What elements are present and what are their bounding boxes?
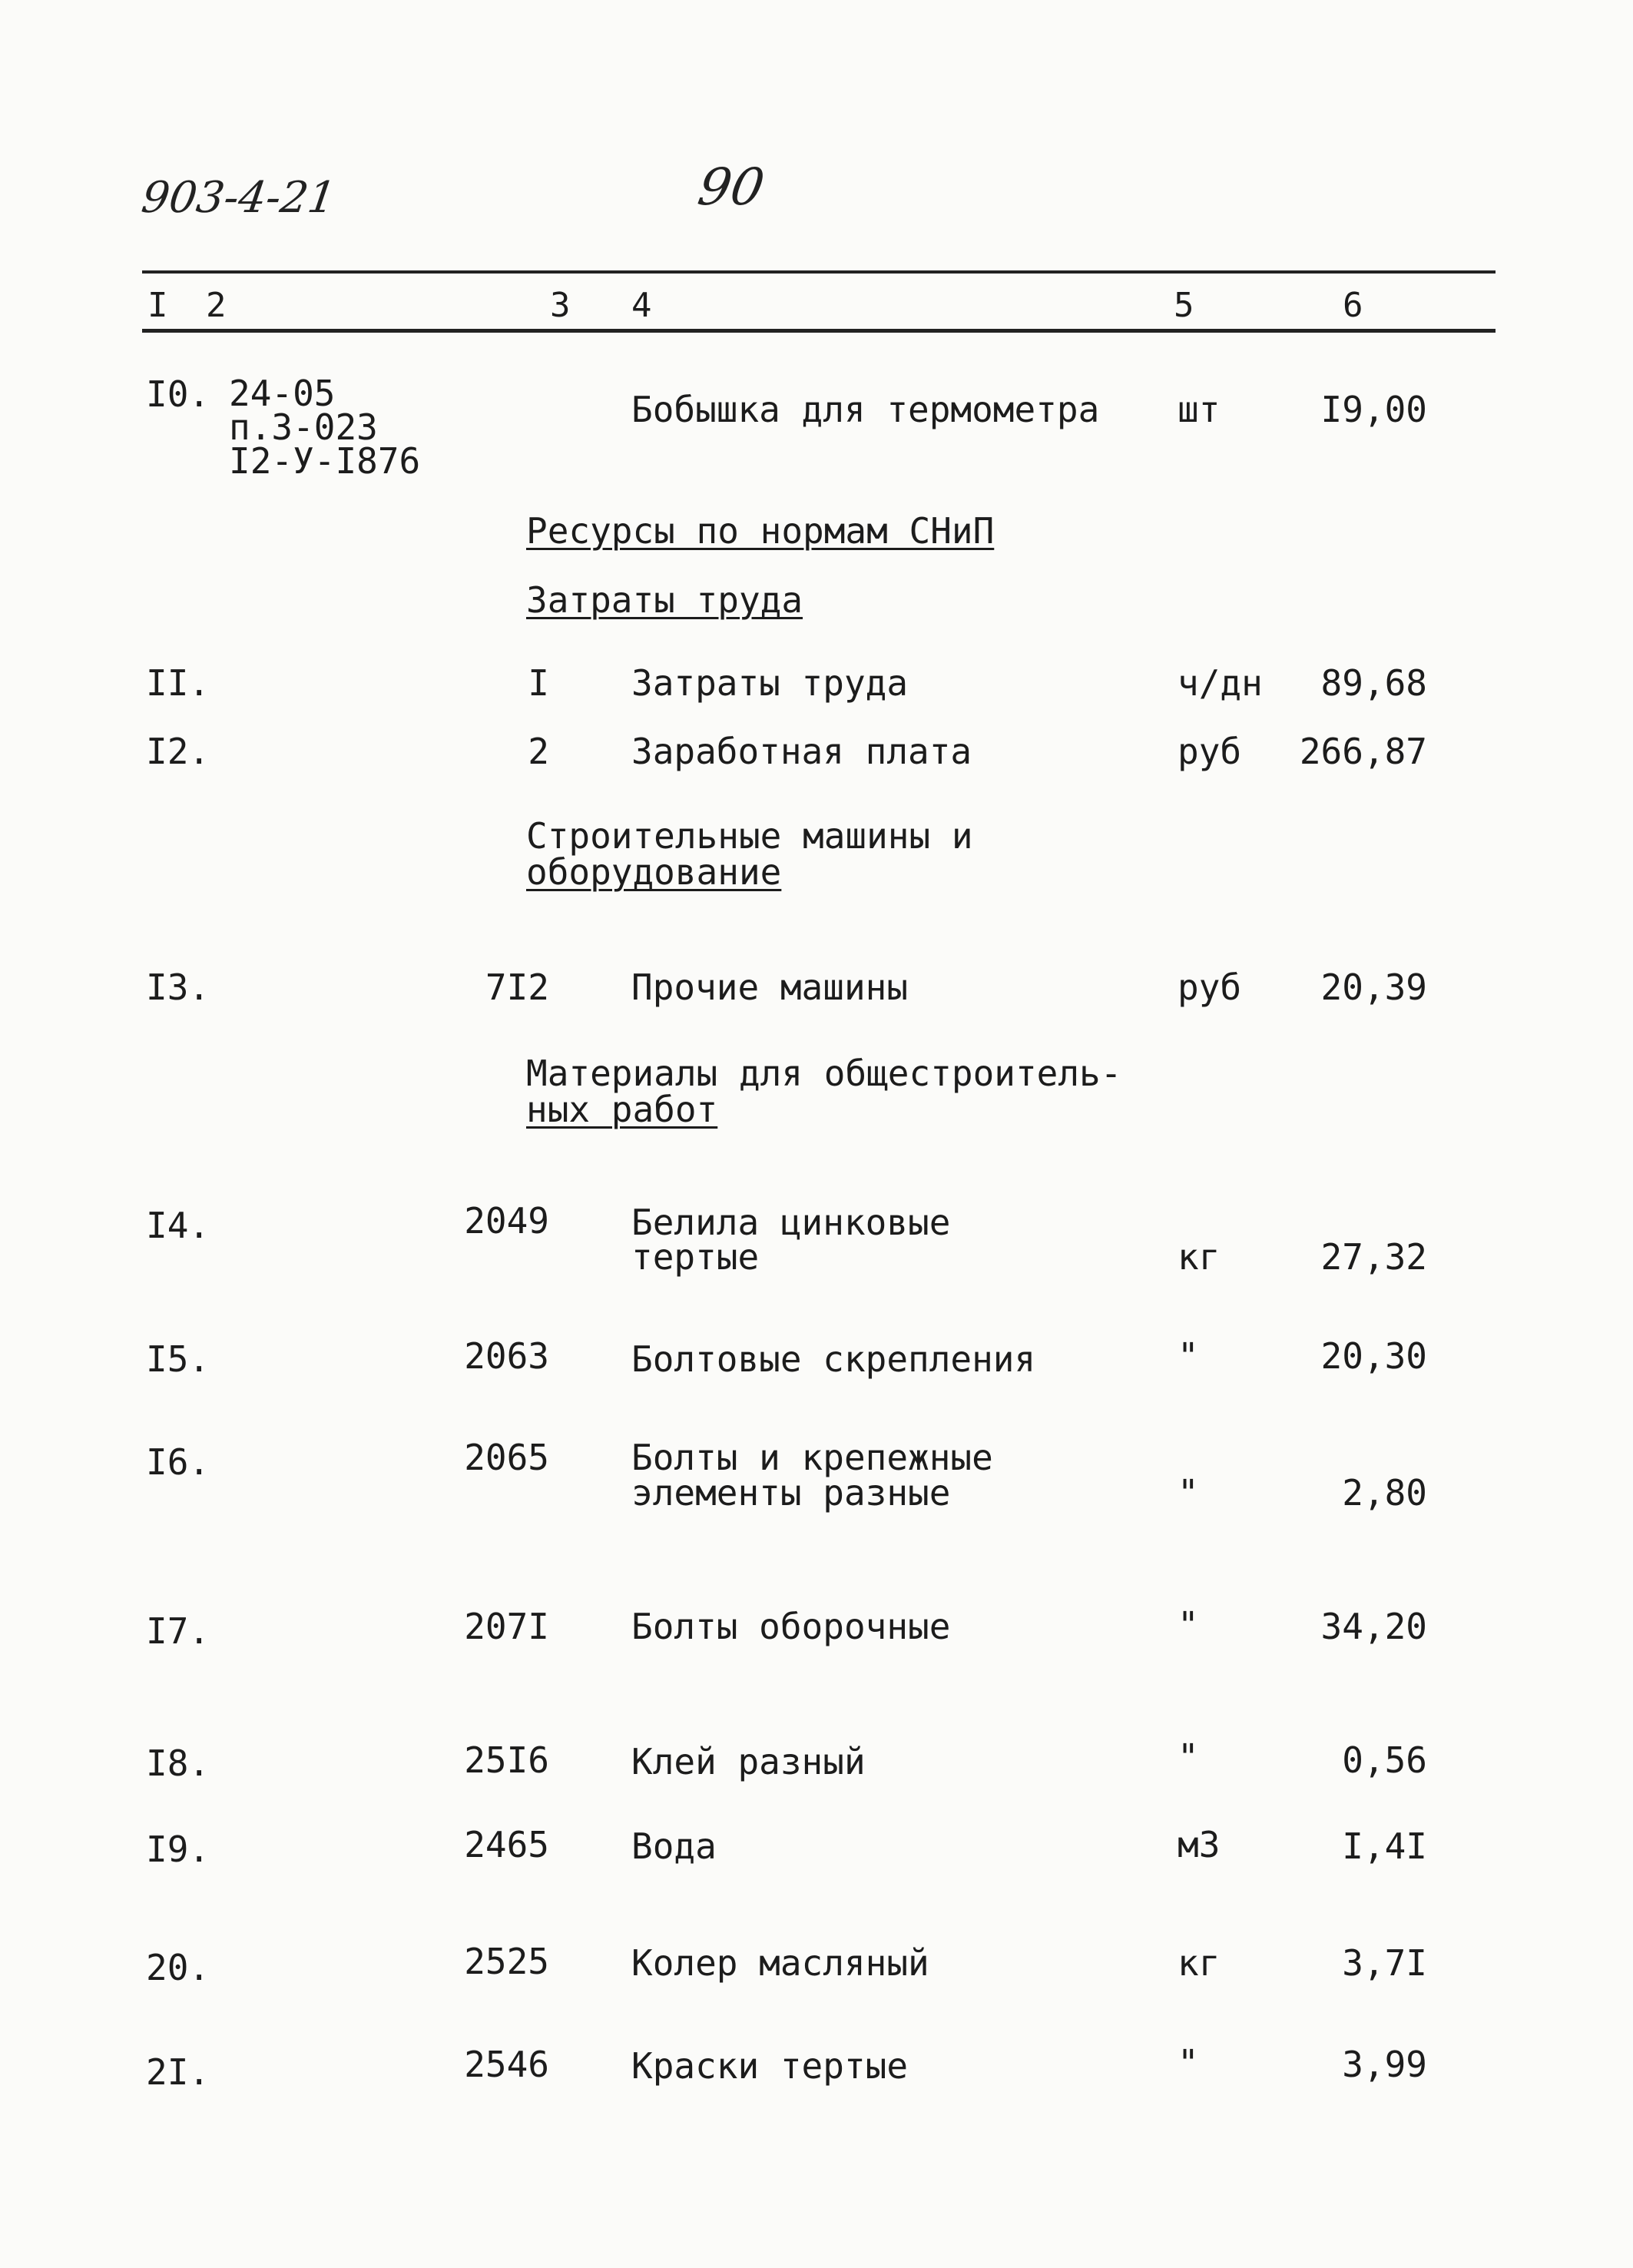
reference-line-1: 24-05 xyxy=(229,373,336,414)
col-header-6: 6 xyxy=(1343,286,1363,325)
item-unit: кг xyxy=(1178,1236,1221,1278)
item-code: 2063 xyxy=(464,1335,549,1377)
item-unit: " xyxy=(1178,1604,1199,1646)
item-unit: " xyxy=(1178,1335,1199,1377)
item-value: 89,68 xyxy=(1320,662,1427,704)
page-number: 90 xyxy=(694,158,769,217)
col-header-2: 2 xyxy=(206,286,227,325)
item-code: 2525 xyxy=(464,1941,549,1982)
item-name: Болты и крепежные xyxy=(631,1437,993,1478)
row-number: I8. xyxy=(146,1742,210,1784)
row-number: I4. xyxy=(146,1205,210,1246)
row-number: I9. xyxy=(146,1829,210,1870)
col-header-5: 5 xyxy=(1174,286,1194,325)
item-value: 27,32 xyxy=(1320,1236,1427,1278)
row-number: I2. xyxy=(146,731,210,772)
col-header-4: 4 xyxy=(631,286,652,325)
section-heading-materials-cont: ных работ xyxy=(526,1089,718,1130)
item-name: Болты оборочные xyxy=(631,1606,951,1647)
item-name-cont: тертые xyxy=(631,1236,760,1278)
item-unit: кг xyxy=(1178,1942,1221,1984)
item-code: I xyxy=(528,662,549,704)
item-unit: руб xyxy=(1178,731,1242,772)
item-name: Заработная плата xyxy=(631,731,972,772)
row-number: I7. xyxy=(146,1610,210,1652)
section-heading-materials: Материалы для общестроитель- xyxy=(526,1053,1122,1094)
col-header-1: I xyxy=(147,286,168,325)
top-rule xyxy=(142,270,1496,274)
section-heading-machines: Строительные машины и xyxy=(526,815,973,857)
item-value: I,4I xyxy=(1342,1825,1427,1867)
row-number: I3. xyxy=(146,967,210,1008)
item-name: Затраты труда xyxy=(631,662,909,704)
item-value: 2,80 xyxy=(1342,1472,1427,1514)
section-heading-machines-cont: оборудование xyxy=(526,851,782,893)
item-code: 2065 xyxy=(464,1437,549,1478)
item-name: Вода xyxy=(631,1825,717,1867)
section-heading-labor: Затраты труда xyxy=(526,579,803,621)
item-value: 0,56 xyxy=(1342,1739,1427,1781)
item-name: Прочие машины xyxy=(631,967,909,1008)
item-value: 34,20 xyxy=(1320,1606,1427,1647)
item-value: I9,00 xyxy=(1320,389,1427,430)
item-value: 3,7I xyxy=(1342,1942,1427,1984)
item-unit: " xyxy=(1178,1736,1199,1778)
item-unit: м3 xyxy=(1178,1824,1221,1865)
row-number: 20. xyxy=(146,1947,210,1988)
section-heading-resources: Ресурсы по нормам СНиП xyxy=(526,510,995,552)
item-name: Белила цинковые xyxy=(631,1202,951,1243)
reference-line-3: I2-У-I876 xyxy=(229,440,421,482)
col-header-3: 3 xyxy=(550,286,571,325)
row-number: II. xyxy=(146,662,210,704)
item-name: Краски тертые xyxy=(631,2045,909,2087)
item-code: 7I2 xyxy=(485,967,549,1008)
item-name: Болтовые скрепления xyxy=(631,1338,1036,1380)
item-value: 20,30 xyxy=(1320,1335,1427,1377)
item-code: 2 xyxy=(528,731,549,772)
item-value: 266,87 xyxy=(1299,731,1427,772)
item-value: 20,39 xyxy=(1320,967,1427,1008)
item-unit: руб xyxy=(1178,967,1242,1008)
item-code: 207I xyxy=(464,1606,549,1647)
row-number: I5. xyxy=(146,1338,210,1380)
item-name: Колер масляный xyxy=(631,1942,929,1984)
item-unit: " xyxy=(1178,2042,1199,2084)
item-value: 3,99 xyxy=(1342,2044,1427,2085)
item-unit: " xyxy=(1178,1472,1199,1514)
row-number: I0. xyxy=(146,373,210,415)
header-rule xyxy=(142,329,1496,333)
item-unit: шт xyxy=(1178,389,1221,430)
item-unit: ч/дн xyxy=(1178,662,1263,704)
item-code: 2546 xyxy=(464,2044,549,2085)
row-number: 2I. xyxy=(146,2051,210,2093)
item-name: Бобышка для термометра xyxy=(631,389,1100,430)
document-code: 903-4-21 xyxy=(138,173,340,223)
item-code: 2049 xyxy=(464,1200,549,1242)
row-number: I6. xyxy=(146,1441,210,1483)
item-name-cont: элементы разные xyxy=(631,1472,951,1514)
item-code: 2465 xyxy=(464,1824,549,1865)
reference-line-2: п.3-023 xyxy=(229,406,378,448)
item-name: Клей разный xyxy=(631,1741,866,1782)
item-code: 25I6 xyxy=(464,1739,549,1781)
